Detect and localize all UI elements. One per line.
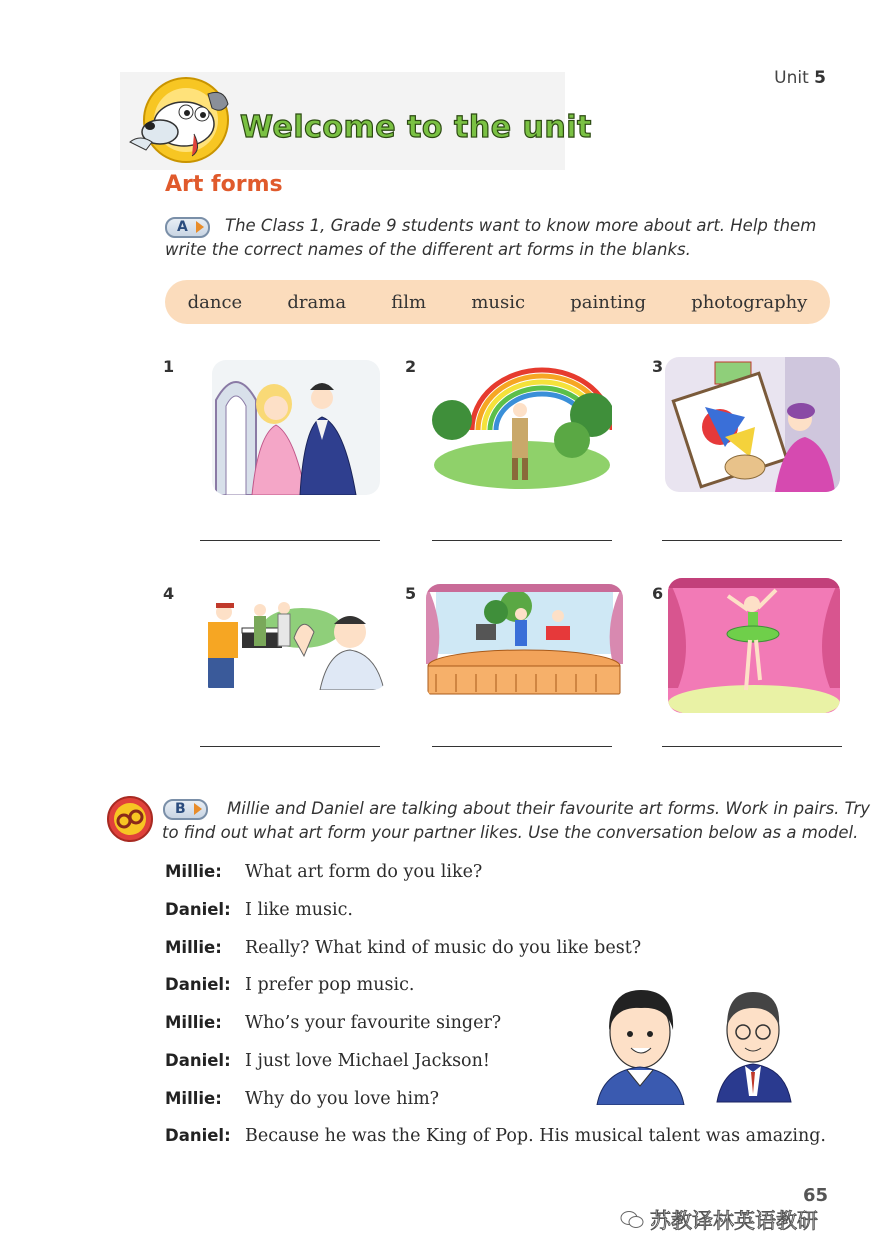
word-bank bbox=[165, 280, 830, 324]
play-arrow-icon bbox=[196, 221, 204, 233]
unit-label: Unit 5 bbox=[774, 68, 826, 88]
item-number-4: 4 bbox=[163, 584, 175, 603]
film-illustration bbox=[202, 598, 387, 690]
page-title: Welcome to the unit bbox=[240, 110, 592, 145]
part-b-instruction-1: Millie and Daniel are talking about their favourite art forms. Work in pairs. Try bbox=[227, 799, 871, 818]
play-arrow-icon bbox=[194, 803, 202, 815]
dialogue-line bbox=[165, 938, 865, 958]
dialogue-line bbox=[165, 1126, 865, 1146]
speaker: Daniel: bbox=[165, 1126, 231, 1145]
word-photography: photography bbox=[691, 291, 808, 313]
speaker: Daniel: bbox=[165, 975, 231, 994]
word-film: film bbox=[391, 291, 427, 313]
dialogue-line bbox=[165, 862, 865, 882]
dance-illustration bbox=[668, 578, 840, 713]
item-number-3: 3 bbox=[652, 357, 664, 376]
utterance: I like music. bbox=[245, 900, 353, 920]
item-number-2: 2 bbox=[405, 357, 417, 376]
page-number: 65 bbox=[802, 1185, 828, 1206]
part-a-instruction-2: write the correct names of the different art forms in the blanks. bbox=[165, 240, 691, 259]
watermark: 苏教译林英语教研 bbox=[620, 1205, 818, 1235]
speaker: Millie: bbox=[165, 862, 222, 881]
answer-blank-1[interactable] bbox=[200, 540, 380, 541]
speaker: Millie: bbox=[165, 1089, 222, 1108]
painting-illustration bbox=[665, 357, 840, 492]
speaker: Daniel: bbox=[165, 1051, 231, 1070]
part-a-instruction-1: The Class 1, Grade 9 students want to know more about art. Help them bbox=[225, 216, 817, 235]
utterance: What art form do you like? bbox=[245, 862, 483, 882]
word-drama: drama bbox=[287, 291, 347, 313]
section-title: Art forms bbox=[165, 172, 283, 197]
utterance: Why do you love him? bbox=[245, 1089, 440, 1109]
wechat-icon bbox=[620, 1210, 644, 1230]
pair-work-icon bbox=[104, 795, 156, 843]
part-a-badge: A bbox=[165, 216, 210, 238]
answer-blank-3[interactable] bbox=[662, 540, 842, 541]
utterance: I prefer pop music. bbox=[245, 975, 415, 995]
students-illustration bbox=[595, 990, 810, 1105]
answer-blank-6[interactable] bbox=[662, 746, 842, 747]
word-painting: painting bbox=[570, 291, 646, 313]
music-illustration bbox=[426, 584, 623, 699]
photography-illustration bbox=[432, 360, 612, 490]
part-b-instruction-2: to find out what art form your partner likes. Use the conversation below as a model. bbox=[162, 823, 859, 842]
utterance: I just love Michael Jackson! bbox=[245, 1051, 490, 1071]
item-number-6: 6 bbox=[652, 584, 664, 603]
utterance: Because he was the King of Pop. His musical talent was amazing. bbox=[245, 1126, 826, 1146]
answer-blank-5[interactable] bbox=[432, 746, 612, 747]
answer-blank-4[interactable] bbox=[200, 746, 380, 747]
utterance: Who’s your favourite singer? bbox=[245, 1013, 502, 1033]
part-b-badge: B bbox=[163, 798, 208, 820]
word-dance: dance bbox=[187, 291, 243, 313]
answer-blank-2[interactable] bbox=[432, 540, 612, 541]
speaker: Daniel: bbox=[165, 900, 231, 919]
speaker: Millie: bbox=[165, 1013, 222, 1032]
item-number-1: 1 bbox=[163, 357, 175, 376]
drama-illustration bbox=[212, 360, 380, 495]
utterance: Really? What kind of music do you like best? bbox=[245, 938, 642, 958]
dialogue-line bbox=[165, 900, 865, 920]
item-number-5: 5 bbox=[405, 584, 417, 603]
speaker: Millie: bbox=[165, 938, 222, 957]
dog-mascot-icon bbox=[124, 74, 236, 170]
word-music: music bbox=[471, 291, 526, 313]
